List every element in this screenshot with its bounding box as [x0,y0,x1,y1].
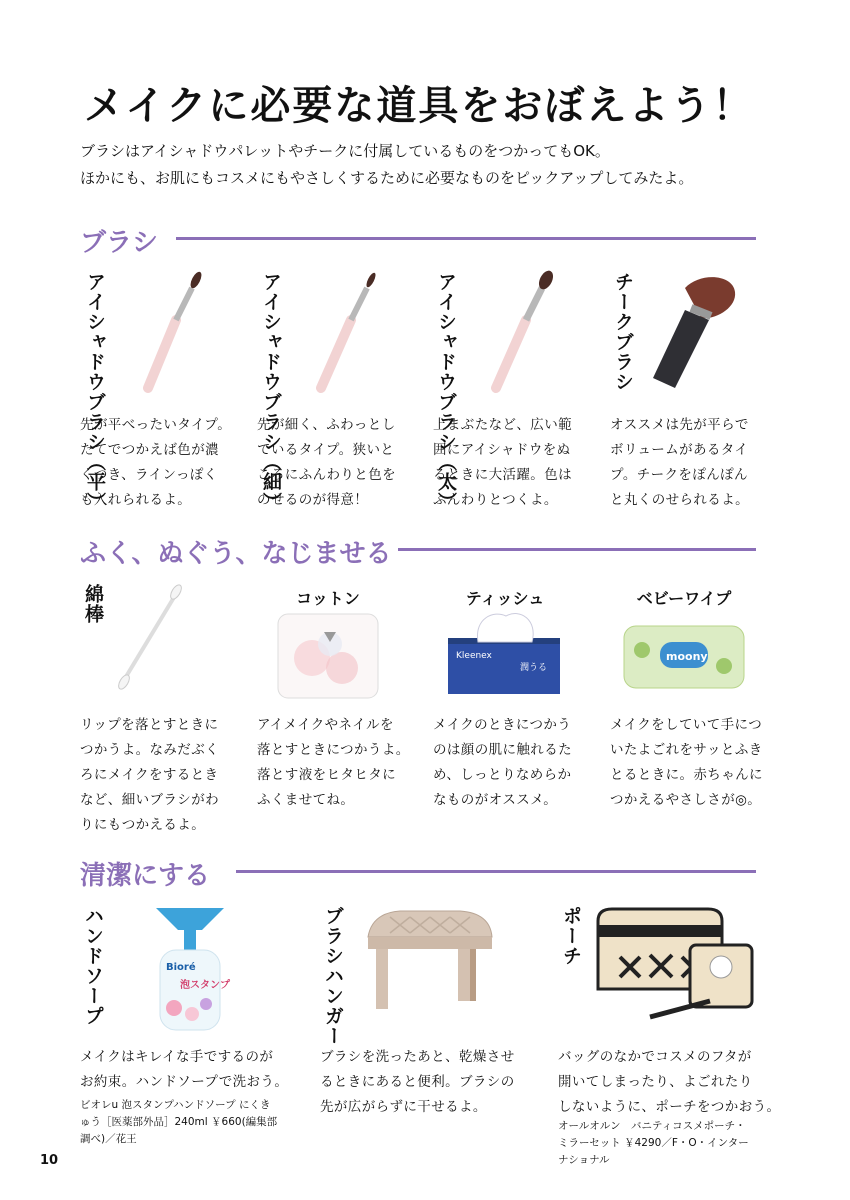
cheek-brush-image [645,270,740,395]
flat-eyeshadow-brush-image [130,270,215,395]
brush-hanger-image [360,905,500,1015]
item-desc-hand-soap: メイクはキレイな手でするのが お約束。ハンドソープで洗おう。 [80,1049,289,1090]
item-title-baby-wipes: ベビーワイプ [636,589,732,608]
section-divider [176,237,756,240]
section-heading-clean: 清潔にする [80,861,211,891]
section-heading-wipe: ふく、ぬぐう、なじませる [80,539,392,569]
tissue-box-image [444,608,564,698]
item-title-cotton-swab: 綿棒 [82,584,104,624]
item-title-thick-eyeshadow-brush: アイシャドウブラシ（太） [435,272,457,512]
cotton-swab-image [110,580,190,695]
item-desc-cotton: アイメイクやネイルを 落とすときにつかうよ。 落とす液をヒタヒタに ふくませてね。 [257,717,410,808]
page-number: 10 [40,1153,59,1168]
tissue-brand-label: Kleenex [456,651,492,661]
item-desc-cheek-brush: オススメは先が平らで ボリュームがあるタイ プ。チークをぽんぽん と丸くのせられるよ。 [610,417,749,508]
item-title-flat-eyeshadow-brush: アイシャドウブラシ（平） [84,272,106,512]
item-desc-pouch: バッグのなかでコスメのフタが 開いてしまったり、よごれたり しないように、ポーチをつかおう。 [558,1049,781,1115]
intro-line-1: ブラシはアイシャドウパレットやチークに付属しているものをつかってもOK。 [80,142,610,160]
item-desc-tissue: メイクのときにつかう のは顔の肌に触れるた め、しっとりなめらか なものがオススメ。 [433,717,572,808]
section-divider [398,548,756,551]
wipes-brand-label: moony [666,650,708,663]
cotton-pack-image [272,608,384,702]
intro-text [80,138,770,192]
soap-type-label: 泡スタンプ [180,980,230,991]
section-heading-brushes: ブラシ [80,228,159,258]
baby-wipes-image [620,620,748,692]
section-divider [236,870,756,873]
tissue-pack-label: 潤うる [520,663,548,673]
item-credit-pouch: オールオルン バニティコスメポーチ・ ミラーセット ￥4290／F・O・インター ナショナル [558,1120,749,1166]
item-title-brush-hanger: ブラシハンガー [322,906,344,1046]
hand-soap-image [140,904,240,1034]
pouch-image [590,905,760,1035]
item-desc-flat-eyeshadow-brush: 先が平べったいタイプ。 たてでつかえば色が濃 くつき、ラインっぽく も入れられるよ。 [80,417,232,508]
intro-line-2: ほかにも、お肌にもコスメにもやさしくするために必要なものをピックアップしてみたよ。 [80,169,694,187]
item-title-cheek-brush: チークブラシ [612,272,634,392]
item-desc-thin-eyeshadow-brush: 先が細く、ふわっとし ているタイプ。狭いと ころにふんわりと色を のせるのが得意！ [257,417,396,508]
page-title: メイクに必要な道具をおぼえよう！ [84,83,755,129]
soap-brand-label: Bioré [166,962,196,973]
item-desc-brush-hanger: ブラシを洗ったあと、乾燥させ るときにあると便利。ブラシの 先が広がらずに干せるよ。 [320,1049,515,1115]
item-title-tissue: ティッシュ [465,589,545,608]
item-title-hand-soap: ハンドソープ [82,906,104,1026]
thin-eyeshadow-brush-image [305,270,390,395]
thick-eyeshadow-brush-image [480,270,565,395]
item-desc-baby-wipes: メイクをしていて手につ いたよごれをサッとふき とるときに。赤ちゃんに つかえるやさしさが◎。 [610,717,763,808]
item-title-thin-eyeshadow-brush: アイシャドウブラシ（細） [260,272,282,512]
item-desc-thick-eyeshadow-brush: 上まぶたなど、広い範 囲にアイシャドウをぬ るときに大活躍。色は ふんわりとつくよ。 [433,417,572,508]
item-desc-cotton-swab: リップを落とすときに つかうよ。なみだぶく ろにメイクをするとき など、細いブラシがわ りにもつかえるよ。 [80,717,219,833]
item-title-cotton: コットン [296,589,360,608]
item-credit-hand-soap: ビオレu 泡スタンプハンドソープ にくき ゅう［医薬部外品］240ml ￥660(編集部 調べ)／花王 [80,1099,278,1145]
item-title-pouch: ポーチ [560,906,582,966]
